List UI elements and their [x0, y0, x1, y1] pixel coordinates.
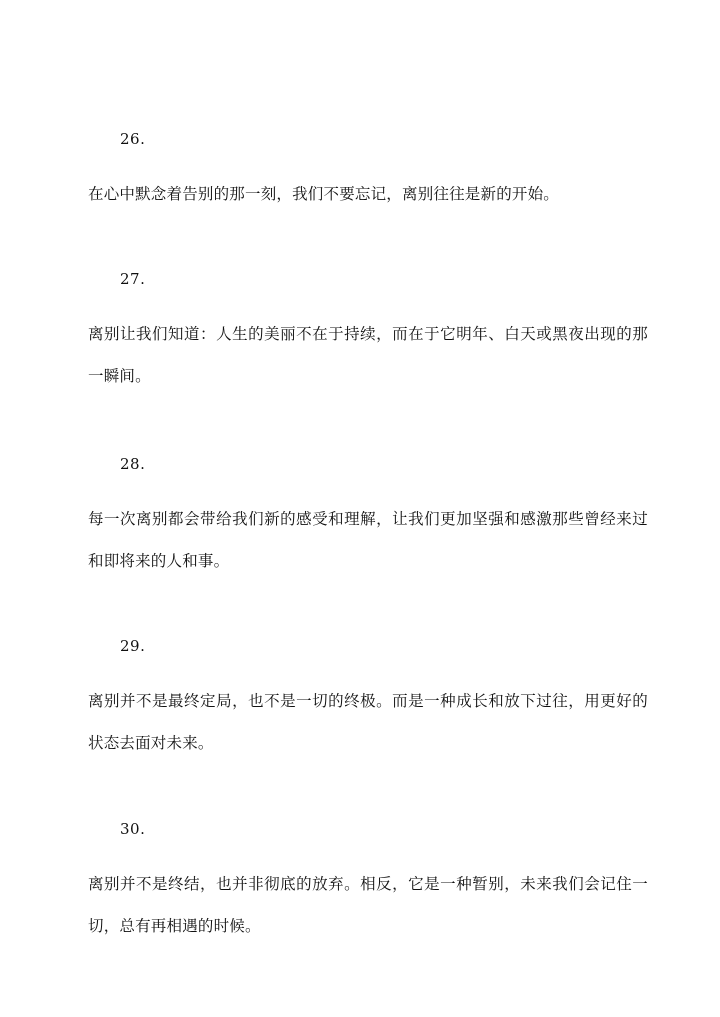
- entry-text: 每一次离别都会带给我们新的感受和理解，让我们更加坚强和感激那些曾经来过和即将来的人和事。: [88, 510, 648, 570]
- entry-number: 27.: [120, 270, 146, 288]
- entry-28: [88, 454, 648, 582]
- entry-text: 离别并不是最终定局，也不是一切的终极。而是一种成长和放下过往，用更好的状态去面对未来。: [88, 692, 648, 752]
- entry-text: 离别并不是终结，也并非彻底的放弃。相反，它是一种暂别，未来我们会记住一切，总有再相遇的时候。: [88, 875, 648, 935]
- entry-number: 28.: [120, 455, 146, 473]
- entry-26: [88, 129, 648, 215]
- entry-29: [88, 636, 648, 764]
- entry-text: 在心中默念着告别的那一刻，我们不要忘记，离别往往是新的开始。: [88, 185, 560, 203]
- entry-27: [88, 269, 648, 397]
- entry-text: 离别让我们知道：人生的美丽不在于持续，而在于它明年、白天或黑夜出现的那一瞬间。: [88, 325, 648, 385]
- entry-30: [88, 819, 648, 947]
- entry-number: 30.: [120, 820, 146, 838]
- entry-number: 29.: [120, 637, 146, 655]
- entry-number: 26.: [120, 130, 146, 148]
